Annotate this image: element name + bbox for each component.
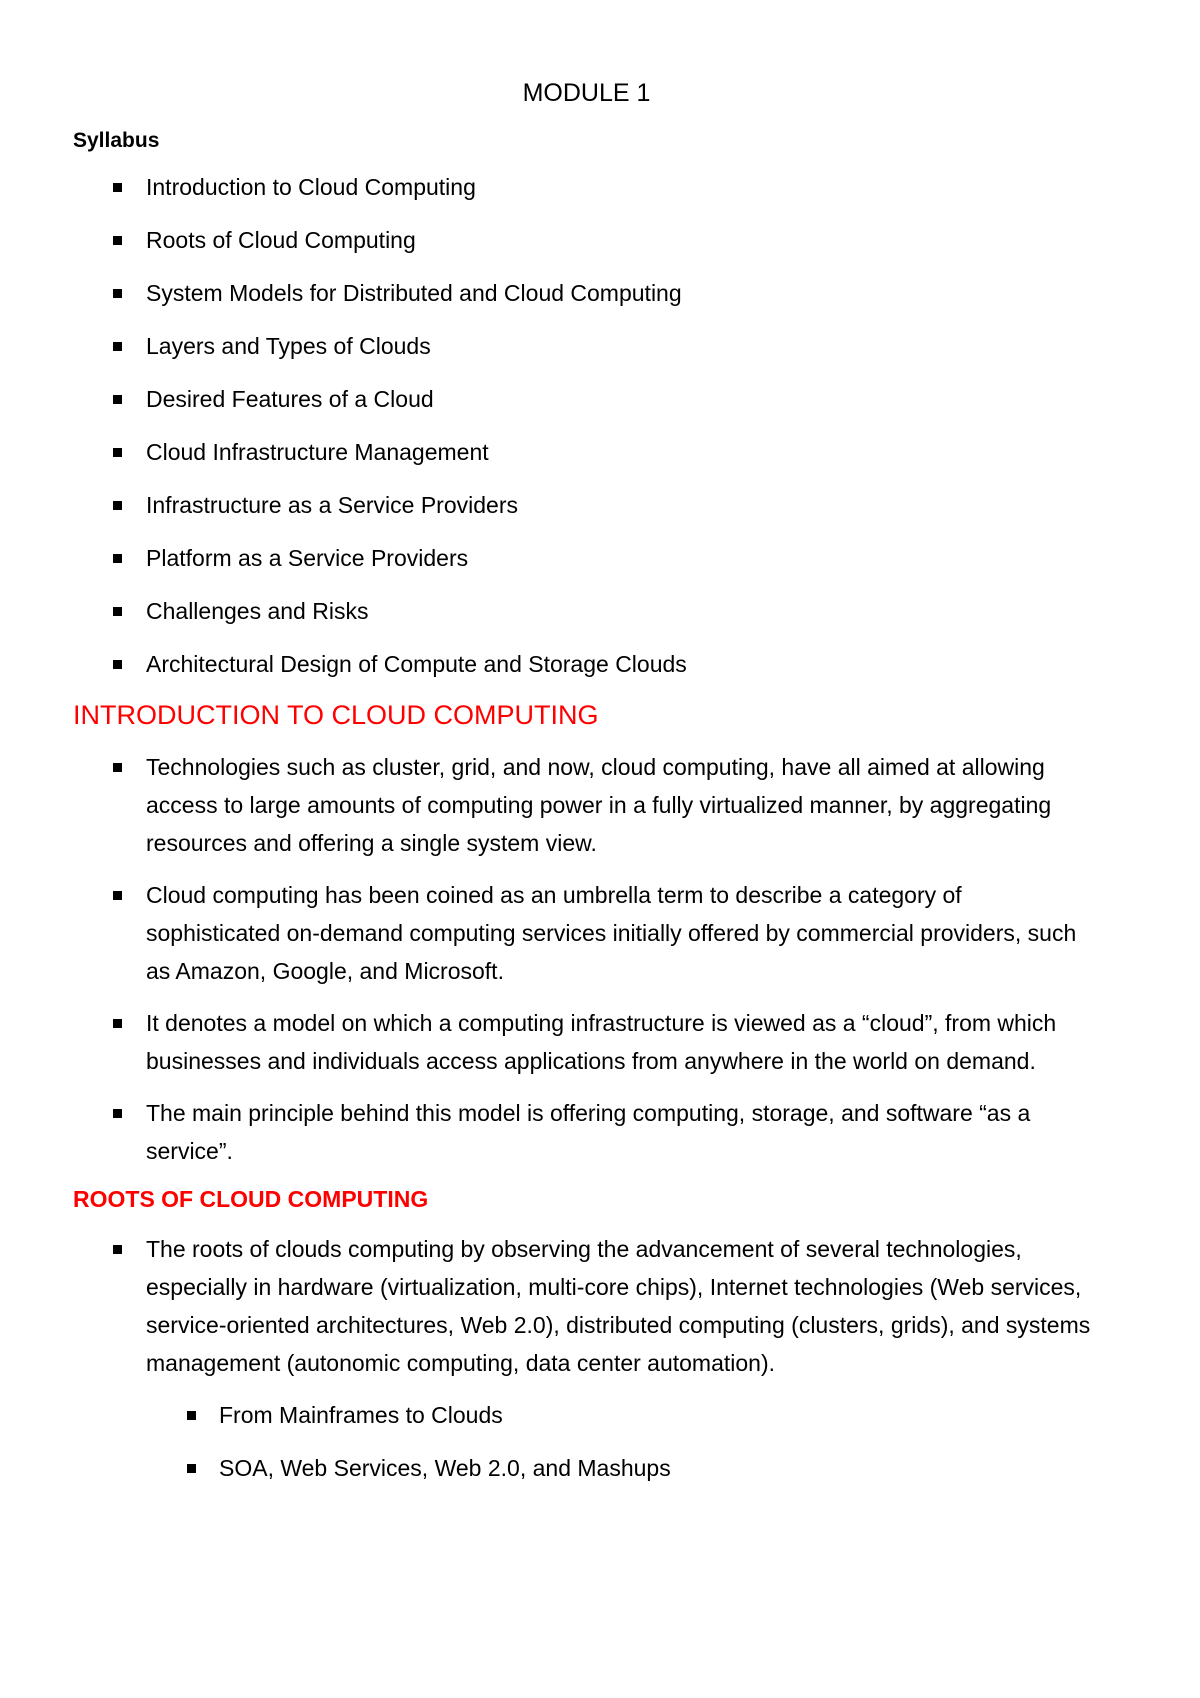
syllabus-item-text: System Models for Distributed and Cloud Computing bbox=[146, 280, 682, 306]
square-bullet-icon bbox=[113, 1019, 122, 1028]
square-bullet-icon bbox=[113, 183, 122, 192]
list-item bbox=[73, 645, 1100, 683]
list-item bbox=[73, 168, 1100, 206]
square-bullet-icon bbox=[187, 1464, 196, 1473]
syllabus-item-text: Platform as a Service Providers bbox=[146, 545, 469, 571]
list-item bbox=[73, 380, 1100, 418]
list-item bbox=[73, 592, 1100, 630]
syllabus-item-text: Roots of Cloud Computing bbox=[146, 227, 416, 253]
roots-sub-item-text: From Mainframes to Clouds bbox=[219, 1402, 503, 1428]
square-bullet-icon bbox=[113, 395, 122, 404]
list-item bbox=[73, 876, 1100, 990]
square-bullet-icon bbox=[113, 448, 122, 457]
roots-item-text: The roots of clouds computing by observing the advancement of several technologies, especially in hardware (virtualization, multi-core chips), Internet technologies (Web services, service-oriented architectures, Web 2.0), distributed computing (clusters, grids), and systems management (autonomic computing, data center automation). bbox=[146, 1236, 1091, 1376]
syllabus-item-text: Architectural Design of Compute and Storage Clouds bbox=[146, 651, 687, 677]
intro-item-text: Cloud computing has been coined as an umbrella term to describe a category of sophisticated on-demand computing services initially offered by commercial providers, such as Amazon, Google, and Microsoft. bbox=[146, 882, 1077, 984]
intro-item-text: Technologies such as cluster, grid, and now, cloud computing, have all aimed at allowing access to large amounts of computing power in a fully virtualized manner, by aggregating resources and offering a single system view. bbox=[146, 754, 1052, 856]
syllabus-list bbox=[73, 168, 1100, 683]
square-bullet-icon bbox=[113, 1245, 122, 1254]
list-item bbox=[73, 539, 1100, 577]
square-bullet-icon bbox=[113, 1109, 122, 1118]
list-item bbox=[73, 274, 1100, 312]
square-bullet-icon bbox=[113, 501, 122, 510]
list-item bbox=[73, 433, 1100, 471]
intro-list bbox=[73, 748, 1100, 1170]
syllabus-item-text: Challenges and Risks bbox=[146, 598, 369, 624]
list-item bbox=[73, 1230, 1100, 1382]
list-item bbox=[73, 221, 1100, 259]
square-bullet-icon bbox=[113, 660, 122, 669]
list-item bbox=[73, 327, 1100, 365]
roots-heading: ROOTS OF CLOUD COMPUTING bbox=[73, 1186, 429, 1212]
list-item bbox=[73, 1004, 1100, 1080]
intro-heading: INTRODUCTION TO CLOUD COMPUTING bbox=[73, 700, 599, 730]
list-item bbox=[73, 748, 1100, 862]
syllabus-item-text: Infrastructure as a Service Providers bbox=[146, 492, 518, 518]
syllabus-item-text: Introduction to Cloud Computing bbox=[146, 174, 476, 200]
page-title: MODULE 1 bbox=[522, 79, 651, 107]
intro-item-text: The main principle behind this model is offering computing, storage, and software “as a service”. bbox=[146, 1100, 1031, 1164]
list-item bbox=[73, 1094, 1100, 1170]
syllabus-label: Syllabus bbox=[73, 129, 160, 152]
syllabus-item-text: Layers and Types of Clouds bbox=[146, 333, 431, 359]
square-bullet-icon bbox=[113, 342, 122, 351]
roots-list bbox=[73, 1230, 1100, 1382]
square-bullet-icon bbox=[113, 236, 122, 245]
list-item bbox=[73, 486, 1100, 524]
square-bullet-icon bbox=[113, 607, 122, 616]
square-bullet-icon bbox=[113, 289, 122, 298]
roots-sub-item-text: SOA, Web Services, Web 2.0, and Mashups bbox=[219, 1455, 671, 1481]
square-bullet-icon bbox=[187, 1411, 196, 1420]
list-item bbox=[73, 1449, 1100, 1487]
syllabus-item-text: Cloud Infrastructure Management bbox=[146, 439, 489, 465]
square-bullet-icon bbox=[113, 554, 122, 563]
intro-item-text: It denotes a model on which a computing infrastructure is viewed as a “cloud”, from which businesses and individuals access applications from anywhere in the world on demand. bbox=[146, 1010, 1057, 1074]
square-bullet-icon bbox=[113, 763, 122, 772]
square-bullet-icon bbox=[113, 891, 122, 900]
syllabus-item-text: Desired Features of a Cloud bbox=[146, 386, 434, 412]
roots-sub-list bbox=[73, 1396, 1100, 1487]
list-item bbox=[73, 1396, 1100, 1434]
